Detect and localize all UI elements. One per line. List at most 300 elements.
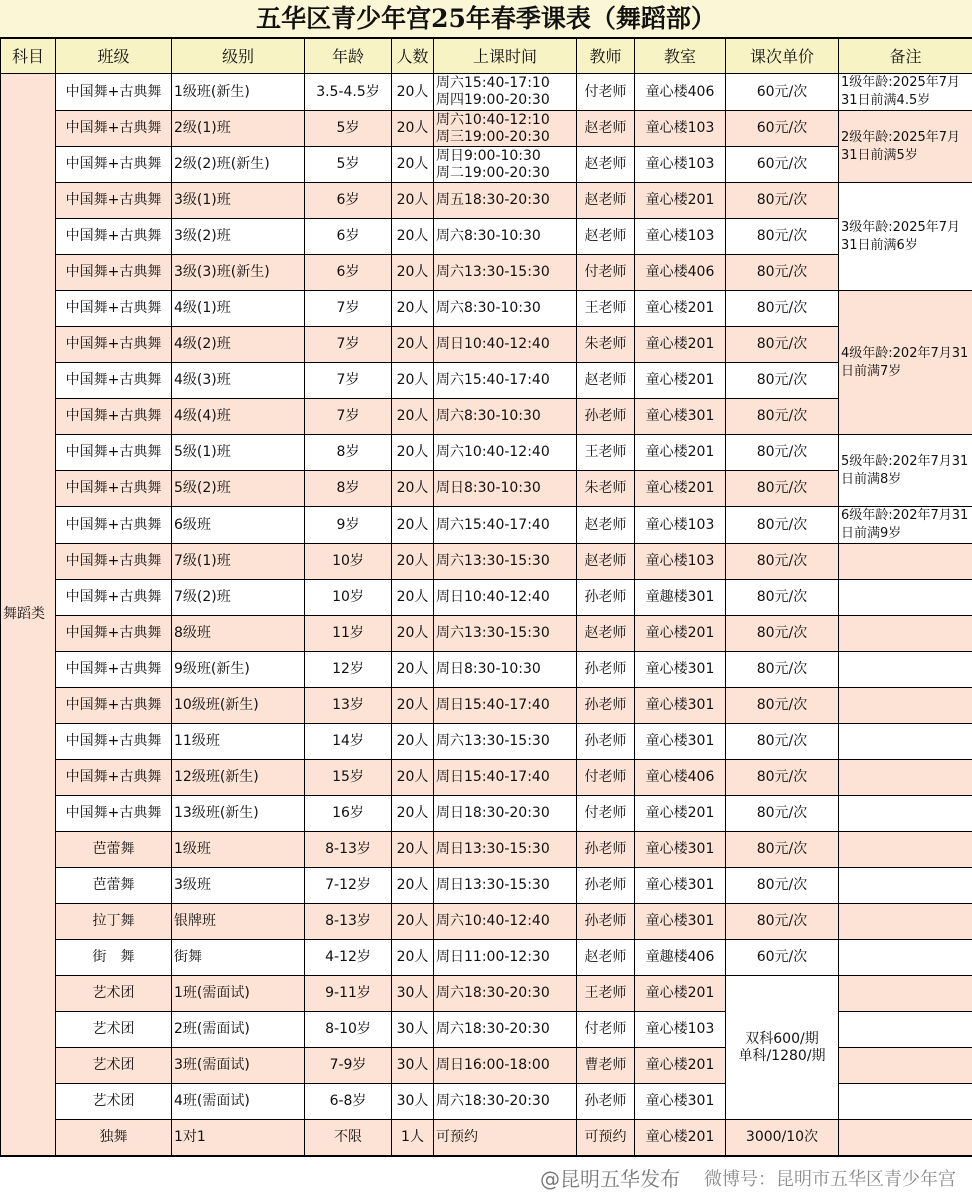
table-row xyxy=(1,868,972,904)
level-cell: 3级班 xyxy=(172,868,305,904)
watermark-source: 微博号：昆明市五华区青少年宫 xyxy=(704,1165,956,1191)
age-cell: 8-10岁 xyxy=(305,1012,392,1048)
classroom-cell: 童心楼201 xyxy=(635,1120,726,1156)
class-name-cell: 街 舞 xyxy=(56,940,172,976)
age-cell: 12岁 xyxy=(305,652,392,688)
level-cell: 8级班 xyxy=(172,616,305,652)
class-name-cell: 中国舞+古典舞 xyxy=(56,724,172,760)
teacher-cell: 赵老师 xyxy=(577,183,635,219)
teacher-cell: 孙老师 xyxy=(577,868,635,904)
level-cell: 1级班 xyxy=(172,832,305,868)
age-cell: 5岁 xyxy=(305,111,392,147)
table-row xyxy=(1,616,972,652)
age-cell: 9岁 xyxy=(305,507,392,544)
teacher-cell: 孙老师 xyxy=(577,904,635,940)
class-time-cell: 周六18:30-20:30 xyxy=(434,1012,577,1048)
header-unit-price: 课次单价 xyxy=(726,39,839,74)
class-time-cell: 周日13:30-15:30 xyxy=(434,832,577,868)
header-class-time: 上课时间 xyxy=(434,39,577,74)
table-row xyxy=(1,544,972,580)
capacity-cell: 30人 xyxy=(392,1012,434,1048)
remark-cell xyxy=(839,904,972,940)
age-cell: 4-12岁 xyxy=(305,940,392,976)
remark-cell xyxy=(839,868,972,904)
table-row xyxy=(1,976,972,1012)
class-time-cell: 周六13:30-15:30 xyxy=(434,255,577,291)
class-time-cell: 周六13:30-15:30 xyxy=(434,544,577,580)
unit-price-cell: 80元/次 xyxy=(726,652,839,688)
header-classroom: 教室 xyxy=(635,39,726,74)
classroom-cell: 童心楼201 xyxy=(635,616,726,652)
age-cell: 7-12岁 xyxy=(305,868,392,904)
unit-price-cell: 80元/次 xyxy=(726,399,839,435)
remark-cell: 2级年龄:2025年7月31日前满5岁 xyxy=(839,111,972,183)
class-time-cell: 周六8:30-10:30 xyxy=(434,291,577,327)
remark-cell xyxy=(839,760,972,796)
age-cell: 7岁 xyxy=(305,399,392,435)
classroom-cell: 童心楼301 xyxy=(635,688,726,724)
age-cell: 6岁 xyxy=(305,183,392,219)
class-time-cell: 周六13:30-15:30 xyxy=(434,724,577,760)
table-row xyxy=(1,183,972,219)
header-subject: 科目 xyxy=(1,39,56,74)
age-cell: 10岁 xyxy=(305,544,392,580)
teacher-cell: 付老师 xyxy=(577,1012,635,1048)
class-name-cell: 中国舞+古典舞 xyxy=(56,111,172,147)
class-time-cell: 周日13:30-15:30 xyxy=(434,868,577,904)
header-capacity: 人数 xyxy=(392,39,434,74)
level-cell: 10级班(新生) xyxy=(172,688,305,724)
remark-cell: 6级年龄:202年7月31日前满9岁 xyxy=(839,507,972,544)
class-time-cell: 周日10:40-12:40 xyxy=(434,327,577,363)
age-cell: 16岁 xyxy=(305,796,392,832)
capacity-cell: 20人 xyxy=(392,219,434,255)
capacity-cell: 20人 xyxy=(392,74,434,111)
classroom-cell: 童心楼103 xyxy=(635,507,726,544)
remark-cell xyxy=(839,940,972,976)
class-name-cell: 芭蕾舞 xyxy=(56,868,172,904)
class-name-cell: 中国舞+古典舞 xyxy=(56,363,172,399)
table-row xyxy=(1,507,972,544)
table-row xyxy=(1,688,972,724)
unit-price-cell: 80元/次 xyxy=(726,760,839,796)
unit-price-cell: 80元/次 xyxy=(726,435,839,471)
table-row xyxy=(1,399,972,435)
classroom-cell: 童心楼406 xyxy=(635,255,726,291)
capacity-cell: 20人 xyxy=(392,796,434,832)
capacity-cell: 20人 xyxy=(392,327,434,363)
level-cell: 4级(2)班 xyxy=(172,327,305,363)
class-name-cell: 中国舞+古典舞 xyxy=(56,507,172,544)
capacity-cell: 20人 xyxy=(392,507,434,544)
teacher-cell: 孙老师 xyxy=(577,399,635,435)
capacity-cell: 20人 xyxy=(392,868,434,904)
level-cell: 街舞 xyxy=(172,940,305,976)
class-time-cell: 周日8:30-10:30 xyxy=(434,652,577,688)
teacher-cell: 王老师 xyxy=(577,976,635,1012)
remark-cell xyxy=(839,688,972,724)
class-time-cell: 周日11:00-12:30 xyxy=(434,940,577,976)
class-name-cell: 中国舞+古典舞 xyxy=(56,183,172,219)
class-name-cell: 中国舞+古典舞 xyxy=(56,616,172,652)
level-cell: 2班(需面试) xyxy=(172,1012,305,1048)
capacity-cell: 20人 xyxy=(392,688,434,724)
age-cell: 7岁 xyxy=(305,327,392,363)
remark-cell xyxy=(839,832,972,868)
classroom-cell: 童心楼301 xyxy=(635,904,726,940)
unit-price-cell: 80元/次 xyxy=(726,580,839,616)
capacity-cell: 20人 xyxy=(392,471,434,507)
age-cell: 7-9岁 xyxy=(305,1048,392,1084)
watermark-bar xyxy=(0,1156,972,1198)
unit-price-cell: 80元/次 xyxy=(726,688,839,724)
level-cell: 4级(4)班 xyxy=(172,399,305,435)
classroom-cell: 童心楼301 xyxy=(635,724,726,760)
age-cell: 5岁 xyxy=(305,147,392,183)
age-cell: 8岁 xyxy=(305,471,392,507)
age-cell: 9-11岁 xyxy=(305,976,392,1012)
teacher-cell: 赵老师 xyxy=(577,219,635,255)
classroom-cell: 童心楼103 xyxy=(635,219,726,255)
age-cell: 3.5-4.5岁 xyxy=(305,74,392,111)
classroom-cell: 童心楼201 xyxy=(635,363,726,399)
level-cell: 4级(1)班 xyxy=(172,291,305,327)
level-cell: 9级班(新生) xyxy=(172,652,305,688)
class-time-cell: 周日15:40-17:40 xyxy=(434,760,577,796)
teacher-cell: 孙老师 xyxy=(577,652,635,688)
age-cell: 10岁 xyxy=(305,580,392,616)
table-row xyxy=(1,580,972,616)
capacity-cell: 20人 xyxy=(392,724,434,760)
level-cell: 3级(2)班 xyxy=(172,219,305,255)
class-time-cell: 周六10:40-12:40 xyxy=(434,904,577,940)
age-cell: 13岁 xyxy=(305,688,392,724)
unit-price-cell: 60元/次 xyxy=(726,147,839,183)
class-name-cell: 中国舞+古典舞 xyxy=(56,435,172,471)
capacity-cell: 20人 xyxy=(392,291,434,327)
age-cell: 11岁 xyxy=(305,616,392,652)
age-cell: 不限 xyxy=(305,1120,392,1156)
unit-price-cell: 80元/次 xyxy=(726,796,839,832)
teacher-cell: 赵老师 xyxy=(577,363,635,399)
teacher-cell: 赵老师 xyxy=(577,111,635,147)
unit-price-cell: 3000/10次 xyxy=(726,1120,839,1156)
unit-price-cell: 60元/次 xyxy=(726,74,839,111)
class-name-cell: 艺术团 xyxy=(56,1084,172,1120)
age-cell: 7岁 xyxy=(305,291,392,327)
table-row xyxy=(1,363,972,399)
level-cell: 11级班 xyxy=(172,724,305,760)
table-row xyxy=(1,435,972,471)
level-cell: 银牌班 xyxy=(172,904,305,940)
teacher-cell: 付老师 xyxy=(577,255,635,291)
level-cell: 13级班(新生) xyxy=(172,796,305,832)
teacher-cell: 王老师 xyxy=(577,291,635,327)
teacher-cell: 王老师 xyxy=(577,435,635,471)
class-time-cell: 周六10:40-12:10 周三19:00-20:30 xyxy=(434,111,577,147)
capacity-cell: 20人 xyxy=(392,652,434,688)
class-name-cell: 艺术团 xyxy=(56,976,172,1012)
class-time-cell: 周五18:30-20:30 xyxy=(434,183,577,219)
class-time-cell: 周日18:30-20:30 xyxy=(434,796,577,832)
classroom-cell: 童心楼201 xyxy=(635,1048,726,1084)
class-name-cell: 中国舞+古典舞 xyxy=(56,219,172,255)
level-cell: 5级(2)班 xyxy=(172,471,305,507)
classroom-cell: 童心楼103 xyxy=(635,1012,726,1048)
remark-cell xyxy=(839,544,972,580)
class-time-cell: 周日8:30-10:30 xyxy=(434,471,577,507)
class-time-cell: 周六10:40-12:40 xyxy=(434,435,577,471)
table-row xyxy=(1,832,972,868)
capacity-cell: 20人 xyxy=(392,435,434,471)
class-time-cell: 周六8:30-10:30 xyxy=(434,219,577,255)
classroom-cell: 童趣楼406 xyxy=(635,940,726,976)
teacher-cell: 赵老师 xyxy=(577,940,635,976)
level-cell: 4级(3)班 xyxy=(172,363,305,399)
subject-cell: 舞蹈类 xyxy=(1,74,56,1156)
age-cell: 8-13岁 xyxy=(305,904,392,940)
class-name-cell: 中国舞+古典舞 xyxy=(56,688,172,724)
table-row xyxy=(1,724,972,760)
header-level: 级别 xyxy=(172,39,305,74)
teacher-cell: 孙老师 xyxy=(577,724,635,760)
capacity-cell: 20人 xyxy=(392,544,434,580)
class-time-cell: 周六15:40-17:40 xyxy=(434,363,577,399)
class-name-cell: 中国舞+古典舞 xyxy=(56,471,172,507)
teacher-cell: 可预约 xyxy=(577,1120,635,1156)
unit-price-cell: 80元/次 xyxy=(726,471,839,507)
class-name-cell: 芭蕾舞 xyxy=(56,832,172,868)
class-name-cell: 中国舞+古典舞 xyxy=(56,255,172,291)
level-cell: 1级班(新生) xyxy=(172,74,305,111)
remark-cell xyxy=(839,1012,972,1048)
class-time-cell: 可预约 xyxy=(434,1120,577,1156)
teacher-cell: 孙老师 xyxy=(577,1084,635,1120)
teacher-cell: 赵老师 xyxy=(577,616,635,652)
unit-price-cell: 80元/次 xyxy=(726,724,839,760)
classroom-cell: 童心楼201 xyxy=(635,291,726,327)
unit-price-cell: 80元/次 xyxy=(726,832,839,868)
level-cell: 4班(需面试) xyxy=(172,1084,305,1120)
class-name-cell: 艺术团 xyxy=(56,1012,172,1048)
level-cell: 3班(需面试) xyxy=(172,1048,305,1084)
teacher-cell: 付老师 xyxy=(577,760,635,796)
unit-price-cell: 80元/次 xyxy=(726,219,839,255)
unit-price-cell: 80元/次 xyxy=(726,363,839,399)
teacher-cell: 赵老师 xyxy=(577,147,635,183)
class-name-cell: 中国舞+古典舞 xyxy=(56,327,172,363)
table-row xyxy=(1,255,972,291)
classroom-cell: 童心楼103 xyxy=(635,147,726,183)
class-time-cell: 周六18:30-20:30 xyxy=(434,1084,577,1120)
remark-cell xyxy=(839,796,972,832)
level-cell: 3级(1)班 xyxy=(172,183,305,219)
capacity-cell: 1人 xyxy=(392,1120,434,1156)
table-row xyxy=(1,74,972,111)
classroom-cell: 童心楼301 xyxy=(635,399,726,435)
remark-cell xyxy=(839,1048,972,1084)
class-name-cell: 中国舞+古典舞 xyxy=(56,652,172,688)
level-cell: 2级(1)班 xyxy=(172,111,305,147)
class-time-cell: 周六18:30-20:30 xyxy=(434,976,577,1012)
capacity-cell: 20人 xyxy=(392,940,434,976)
age-cell: 8岁 xyxy=(305,435,392,471)
table-row xyxy=(1,1120,972,1156)
class-time-cell: 周六15:40-17:40 xyxy=(434,507,577,544)
classroom-cell: 童心楼301 xyxy=(635,832,726,868)
class-time-cell: 周六13:30-15:30 xyxy=(434,616,577,652)
table-row xyxy=(1,796,972,832)
page-title: 五华区青少年宫25年春季课表（舞蹈部） xyxy=(0,0,972,38)
table-row xyxy=(1,904,972,940)
class-name-cell: 中国舞+古典舞 xyxy=(56,399,172,435)
table-row xyxy=(1,471,972,507)
unit-price-cell: 80元/次 xyxy=(726,616,839,652)
remark-cell xyxy=(839,1120,972,1156)
table-row xyxy=(1,219,972,255)
class-time-cell: 周日9:00-10:30 周二19:00-20:30 xyxy=(434,147,577,183)
level-cell: 1班(需面试) xyxy=(172,976,305,1012)
classroom-cell: 童心楼406 xyxy=(635,74,726,111)
capacity-cell: 20人 xyxy=(392,183,434,219)
classroom-cell: 童心楼103 xyxy=(635,111,726,147)
unit-price-cell: 80元/次 xyxy=(726,868,839,904)
level-cell: 1对1 xyxy=(172,1120,305,1156)
classroom-cell: 童心楼301 xyxy=(635,652,726,688)
classroom-cell: 童心楼201 xyxy=(635,976,726,1012)
table-row xyxy=(1,147,972,183)
capacity-cell: 20人 xyxy=(392,147,434,183)
capacity-cell: 20人 xyxy=(392,255,434,291)
unit-price-cell: 80元/次 xyxy=(726,507,839,544)
header-remark: 备注 xyxy=(839,39,972,74)
level-cell: 3级(3)班(新生) xyxy=(172,255,305,291)
class-time-cell: 周日10:40-12:40 xyxy=(434,580,577,616)
capacity-cell: 20人 xyxy=(392,832,434,868)
level-cell: 2级(2)班(新生) xyxy=(172,147,305,183)
remark-cell xyxy=(839,652,972,688)
age-cell: 8-13岁 xyxy=(305,832,392,868)
unit-price-cell: 80元/次 xyxy=(726,544,839,580)
age-cell: 14岁 xyxy=(305,724,392,760)
level-cell: 7级(2)班 xyxy=(172,580,305,616)
age-cell: 6岁 xyxy=(305,219,392,255)
capacity-cell: 20人 xyxy=(392,111,434,147)
capacity-cell: 20人 xyxy=(392,616,434,652)
teacher-cell: 朱老师 xyxy=(577,327,635,363)
remark-cell: 4级年龄:202年7月31日前满7岁 xyxy=(839,291,972,435)
level-cell: 7级(1)班 xyxy=(172,544,305,580)
age-cell: 15岁 xyxy=(305,760,392,796)
classroom-cell: 童心楼201 xyxy=(635,183,726,219)
capacity-cell: 30人 xyxy=(392,1084,434,1120)
class-name-cell: 中国舞+古典舞 xyxy=(56,74,172,111)
level-cell: 5级(1)班 xyxy=(172,435,305,471)
table-row xyxy=(1,111,972,147)
unit-price-cell: 80元/次 xyxy=(726,327,839,363)
header-row xyxy=(1,39,972,74)
teacher-cell: 孙老师 xyxy=(577,688,635,724)
classroom-cell: 童心楼201 xyxy=(635,327,726,363)
teacher-cell: 孙老师 xyxy=(577,580,635,616)
schedule-table xyxy=(0,38,972,1156)
unit-price-cell: 60元/次 xyxy=(726,111,839,147)
remark-cell xyxy=(839,616,972,652)
remark-cell: 1级年龄:2025年7月31日前满4.5岁 xyxy=(839,74,972,111)
age-cell: 7岁 xyxy=(305,363,392,399)
unit-price-cell: 80元/次 xyxy=(726,183,839,219)
capacity-cell: 20人 xyxy=(392,580,434,616)
unit-price-cell: 60元/次 xyxy=(726,940,839,976)
teacher-cell: 赵老师 xyxy=(577,507,635,544)
unit-price-cell: 80元/次 xyxy=(726,904,839,940)
remark-cell xyxy=(839,1084,972,1120)
table-row xyxy=(1,652,972,688)
teacher-cell: 赵老师 xyxy=(577,544,635,580)
class-time-cell: 周六8:30-10:30 xyxy=(434,399,577,435)
class-name-cell: 中国舞+古典舞 xyxy=(56,580,172,616)
watermark-account: @昆明五华发布 xyxy=(540,1163,680,1192)
capacity-cell: 20人 xyxy=(392,904,434,940)
age-cell: 6岁 xyxy=(305,255,392,291)
capacity-cell: 30人 xyxy=(392,1048,434,1084)
level-cell: 12级班(新生) xyxy=(172,760,305,796)
table-row xyxy=(1,940,972,976)
teacher-cell: 付老师 xyxy=(577,796,635,832)
capacity-cell: 20人 xyxy=(392,399,434,435)
class-name-cell: 艺术团 xyxy=(56,1048,172,1084)
table-row xyxy=(1,291,972,327)
classroom-cell: 童趣楼301 xyxy=(635,580,726,616)
table-row xyxy=(1,327,972,363)
class-name-cell: 独舞 xyxy=(56,1120,172,1156)
class-name-cell: 中国舞+古典舞 xyxy=(56,544,172,580)
header-teacher: 教师 xyxy=(577,39,635,74)
teacher-cell: 付老师 xyxy=(577,74,635,111)
age-cell: 6-8岁 xyxy=(305,1084,392,1120)
class-name-cell: 中国舞+古典舞 xyxy=(56,760,172,796)
classroom-cell: 童心楼201 xyxy=(635,435,726,471)
teacher-cell: 孙老师 xyxy=(577,832,635,868)
classroom-cell: 童心楼103 xyxy=(635,544,726,580)
header-class-name: 班级 xyxy=(56,39,172,74)
unit-price-cell: 双科600/期 单科/1280/期 xyxy=(726,976,839,1120)
class-time-cell: 周日15:40-17:40 xyxy=(434,688,577,724)
classroom-cell: 童心楼201 xyxy=(635,471,726,507)
classroom-cell: 童心楼201 xyxy=(635,796,726,832)
capacity-cell: 20人 xyxy=(392,760,434,796)
remark-cell xyxy=(839,724,972,760)
header-age: 年龄 xyxy=(305,39,392,74)
class-name-cell: 中国舞+古典舞 xyxy=(56,147,172,183)
remark-cell: 3级年龄:2025年7月31日前满6岁 xyxy=(839,183,972,291)
classroom-cell: 童心楼301 xyxy=(635,1084,726,1120)
teacher-cell: 曹老师 xyxy=(577,1048,635,1084)
classroom-cell: 童心楼301 xyxy=(635,868,726,904)
unit-price-cell: 80元/次 xyxy=(726,255,839,291)
class-name-cell: 中国舞+古典舞 xyxy=(56,291,172,327)
teacher-cell: 朱老师 xyxy=(577,471,635,507)
capacity-cell: 30人 xyxy=(392,976,434,1012)
capacity-cell: 20人 xyxy=(392,363,434,399)
remark-cell xyxy=(839,580,972,616)
class-time-cell: 周六15:40-17:10 周四19:00-20:30 xyxy=(434,74,577,111)
remark-cell xyxy=(839,976,972,1012)
remark-cell: 5级年龄:202年7月31日前满8岁 xyxy=(839,435,972,507)
unit-price-cell: 80元/次 xyxy=(726,291,839,327)
classroom-cell: 童心楼406 xyxy=(635,760,726,796)
table-row xyxy=(1,760,972,796)
